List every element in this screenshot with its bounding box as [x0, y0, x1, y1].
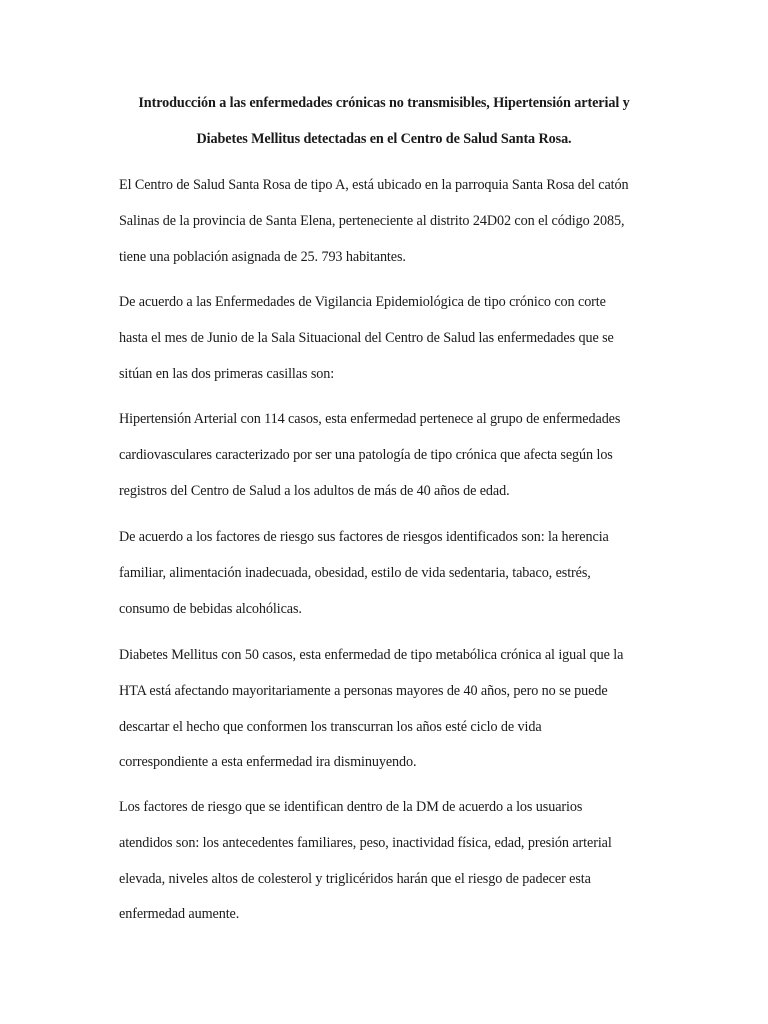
paragraph-line: descartar el hecho que conformen los transcurran los años esté ciclo de vida: [119, 719, 542, 735]
paragraph-line: Los factores de riesgo que se identifican dentro de la DM de acuerdo a los usuarios: [119, 799, 583, 815]
paragraph-line: De acuerdo a los factores de riesgo sus factores de riesgos identificados son: la herencia: [119, 529, 609, 545]
paragraph-line: sitúan en las dos primeras casillas son:: [119, 366, 335, 382]
paragraph-line: familiar, alimentación inadecuada, obesidad, estilo de vida sedentaria, tabaco, estrés,: [119, 565, 591, 581]
document-title-line: Diabetes Mellitus detectadas en el Centro de Salud Santa Rosa.: [196, 131, 572, 147]
paragraph-line: atendidos son: los antecedentes familiares, peso, inactividad física, edad, presión arterial: [119, 835, 612, 851]
paragraph-line: Salinas de la provincia de Santa Elena, perteneciente al distrito 24D02 con el código 2085,: [119, 213, 625, 229]
paragraph-line: consumo de bebidas alcohólicas.: [119, 601, 302, 617]
paragraph-line: El Centro de Salud Santa Rosa de tipo A, está ubicado en la parroquia Santa Rosa del catón: [119, 177, 629, 193]
paragraph-line: correspondiente a esta enfermedad ira disminuyendo.: [119, 754, 417, 770]
paragraph-line: hasta el mes de Junio de la Sala Situacional del Centro de Salud las enfermedades que se: [119, 330, 614, 346]
paragraph-line: cardiovasculares caracterizado por ser una patología de tipo crónica que afecta según los: [119, 447, 613, 463]
paragraph-line: Diabetes Mellitus con 50 casos, esta enfermedad de tipo metabólica crónica al igual que la: [119, 647, 624, 663]
paragraph-line: De acuerdo a las Enfermedades de Vigilancia Epidemiológica de tipo crónico con corte: [119, 294, 606, 310]
paragraph-line: registros del Centro de Salud a los adultos de más de 40 años de edad.: [119, 483, 510, 499]
paragraph-line: HTA está afectando mayoritariamente a personas mayores de 40 años, pero no se puede: [119, 683, 608, 699]
paragraph-line: Hipertensión Arterial con 114 casos, esta enfermedad pertenece al grupo de enfermedades: [119, 411, 621, 427]
paragraph-line: enfermedad aumente.: [119, 906, 240, 922]
paragraph-line: elevada, niveles altos de colesterol y triglicéridos harán que el riesgo de padecer esta: [119, 871, 591, 887]
paragraph-line: tiene una población asignada de 25. 793 habitantes.: [119, 249, 406, 265]
document-title-line: Introducción a las enfermedades crónicas no transmisibles, Hipertensión arterial y: [138, 95, 630, 111]
